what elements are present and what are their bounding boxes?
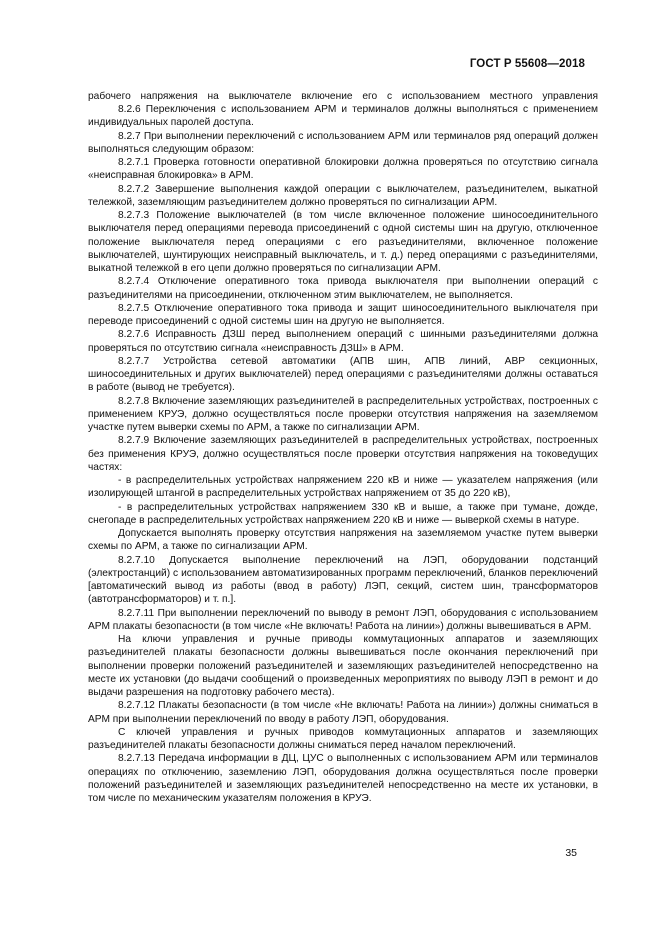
paragraph-posters-removal: С ключей управления и ручных приводов коммутационных аппаратов и заземляющих разъединителей плакаты безопасности должны сниматься перед началом переключений. — [88, 726, 598, 751]
paragraph-8-2-7-3: 8.2.7.3 Положение выключателей (в том числе включенное положение шиносоединительного выключателя перед операциями перевода присоединений с одной системы шин на другую, отключенное положение выключателя перед операциями с его разъединителями, включенное положение выключателей, шунтирующих неисправный выключатель, и т. д.) перед операциями с разъединителями, выкатной тележкой в его цепи должно проверяться по сигнализации АРМ. — [88, 210, 598, 274]
page-number: 35 — [565, 847, 577, 859]
document-body — [88, 90, 598, 805]
paragraph-8-2-7-9: 8.2.7.9 Включение заземляющих разъединителей в распределительных устройствах, построенных без применения КРУЭ, должно осуществляться после проверки отсутствия напряжения на токоведущих частях: — [88, 435, 598, 473]
list-item-220kv: - в распределительных устройствах напряжением 220 кВ и ниже — указателем напряжения (или изолирующей штангой в распределительных устройствах напряжением от 35 до 220 кВ), — [88, 475, 598, 500]
paragraph-8-2-7: 8.2.7 При выполнении переключений с использованием АРМ или терминалов ряд операций должен выполняться следующим образом: — [88, 130, 598, 155]
paragraph-8-2-7-11: 8.2.7.11 При выполнении переключений по выводу в ремонт ЛЭП, оборудования с использованием АРМ плакаты безопасности (в том числе «Не включать! Работа на линии») должны вывешиваться в АРМ. — [88, 607, 598, 632]
document-header: ГОСТ Р 55608—2018 — [469, 58, 585, 70]
paragraph-8-2-7-6: 8.2.7.6 Исправность ДЗШ перед выполнением операций с шинными разъединителями должна проверяться по отсутствию сигнала «неисправность ДЗШ» в АРМ. — [88, 329, 598, 354]
list-item-330kv: - в распределительных устройствах напряжением 330 кВ и выше, а также при тумане, дожде, снегопаде в распределительных устройствах напряжением 220 кВ и ниже — выверкой схемы в натуре. — [88, 501, 598, 526]
paragraph-8-2-7-1: 8.2.7.1 Проверка готовности оперативной блокировки должна проверяться по отсутствию сигнала «неисправная блокировка» в АРМ. — [88, 157, 598, 182]
paragraph-8-2-7-13: 8.2.7.13 Передача информации в ДЦ, ЦУС о выполненных с использованием АРМ или терминалов операциях по отключению, заземлению ЛЭП, оборудования должна осуществляться после проверки положений разъединителей и заземляющих разъединителей непосредственно на месте их установки, в том числе по механическим указателям положения в КРУЭ. — [88, 753, 598, 804]
paragraph-8-2-7-8: 8.2.7.8 Включение заземляющих разъединителей в распределительных устройствах, построенных с применением КРУЭ, должно осуществляться после проверки отсутствия напряжения на заземляемом участке путем выверки схемы по АРМ, а также по сигнализации АРМ. — [88, 395, 598, 433]
paragraph-8-2-7-5: 8.2.7.5 Отключение оперативного тока привода и защит шиносоединительного выключателя при переводе присоединений с одной системы шин на другую не выполняется. — [88, 302, 598, 327]
paragraph-8-2-7-10: 8.2.7.10 Допускается выполнение переключений на ЛЭП, оборудовании подстанций (электростанций) с использованием автоматизированных программ переключений, бланков переключений [автоматический вывод из работы (ввод в работу) ЛЭП, секций, систем шин, трансформаторов (автотрансформаторов) и т. п.]. — [88, 554, 598, 606]
paragraph-safety-posters: На ключи управления и ручные приводы коммутационных аппаратов и заземляющих разъединителей плакаты безопасности должны вывешиваться после окончания переключений при выполнении проверки положений разъединителей и заземляющих разъединителей непосредственно на месте их установки (до выдачи сообщений о произведенных мероприятиях по выводу ЛЭП в ремонт и до выдачи разрешения на подготовку рабочего места). — [88, 634, 598, 698]
paragraph-8-2-7-2: 8.2.7.2 Завершение выполнения каждой операции с выключателем, разъединителем, выкатной тележкой, заземляющим разъединителем должно проверяться по сигнализации АРМ. — [88, 183, 598, 208]
paragraph-8-2-7-7: 8.2.7.7 Устройства сетевой автоматики (АПВ шин, АПВ линий, АВР секционных, шиносоединительных и других выключателей) перед операциями с разъединителями должны оставаться в работе (вывод не требуется). — [88, 355, 598, 394]
paragraph-allowance: Допускается выполнять проверку отсутствия напряжения на заземляемом участке путем выверки схемы по АРМ, а также по сигнализации АРМ. — [88, 528, 598, 553]
paragraph-8-2-6: 8.2.6 Переключения с использованием АРМ и терминалов должны выполняться с применением индивидуальных паролей доступа. — [88, 104, 598, 129]
paragraph-8-2-7-12: 8.2.7.12 Плакаты безопасности (в том числе «Не включать! Работа на линии») должны сниматься в АРМ при выполнении переключений по вводу в работу ЛЭП, оборудования. — [88, 700, 598, 725]
paragraph-8-2-7-4: 8.2.7.4 Отключение оперативного тока привода выключателя при выполнении операций с разъединителями на присоединении, отключенном этим выключателем, не выполняется. — [88, 276, 598, 301]
paragraph-continuation: рабочего напряжения на выключателе включение его с использованием местного управления — [88, 91, 598, 102]
